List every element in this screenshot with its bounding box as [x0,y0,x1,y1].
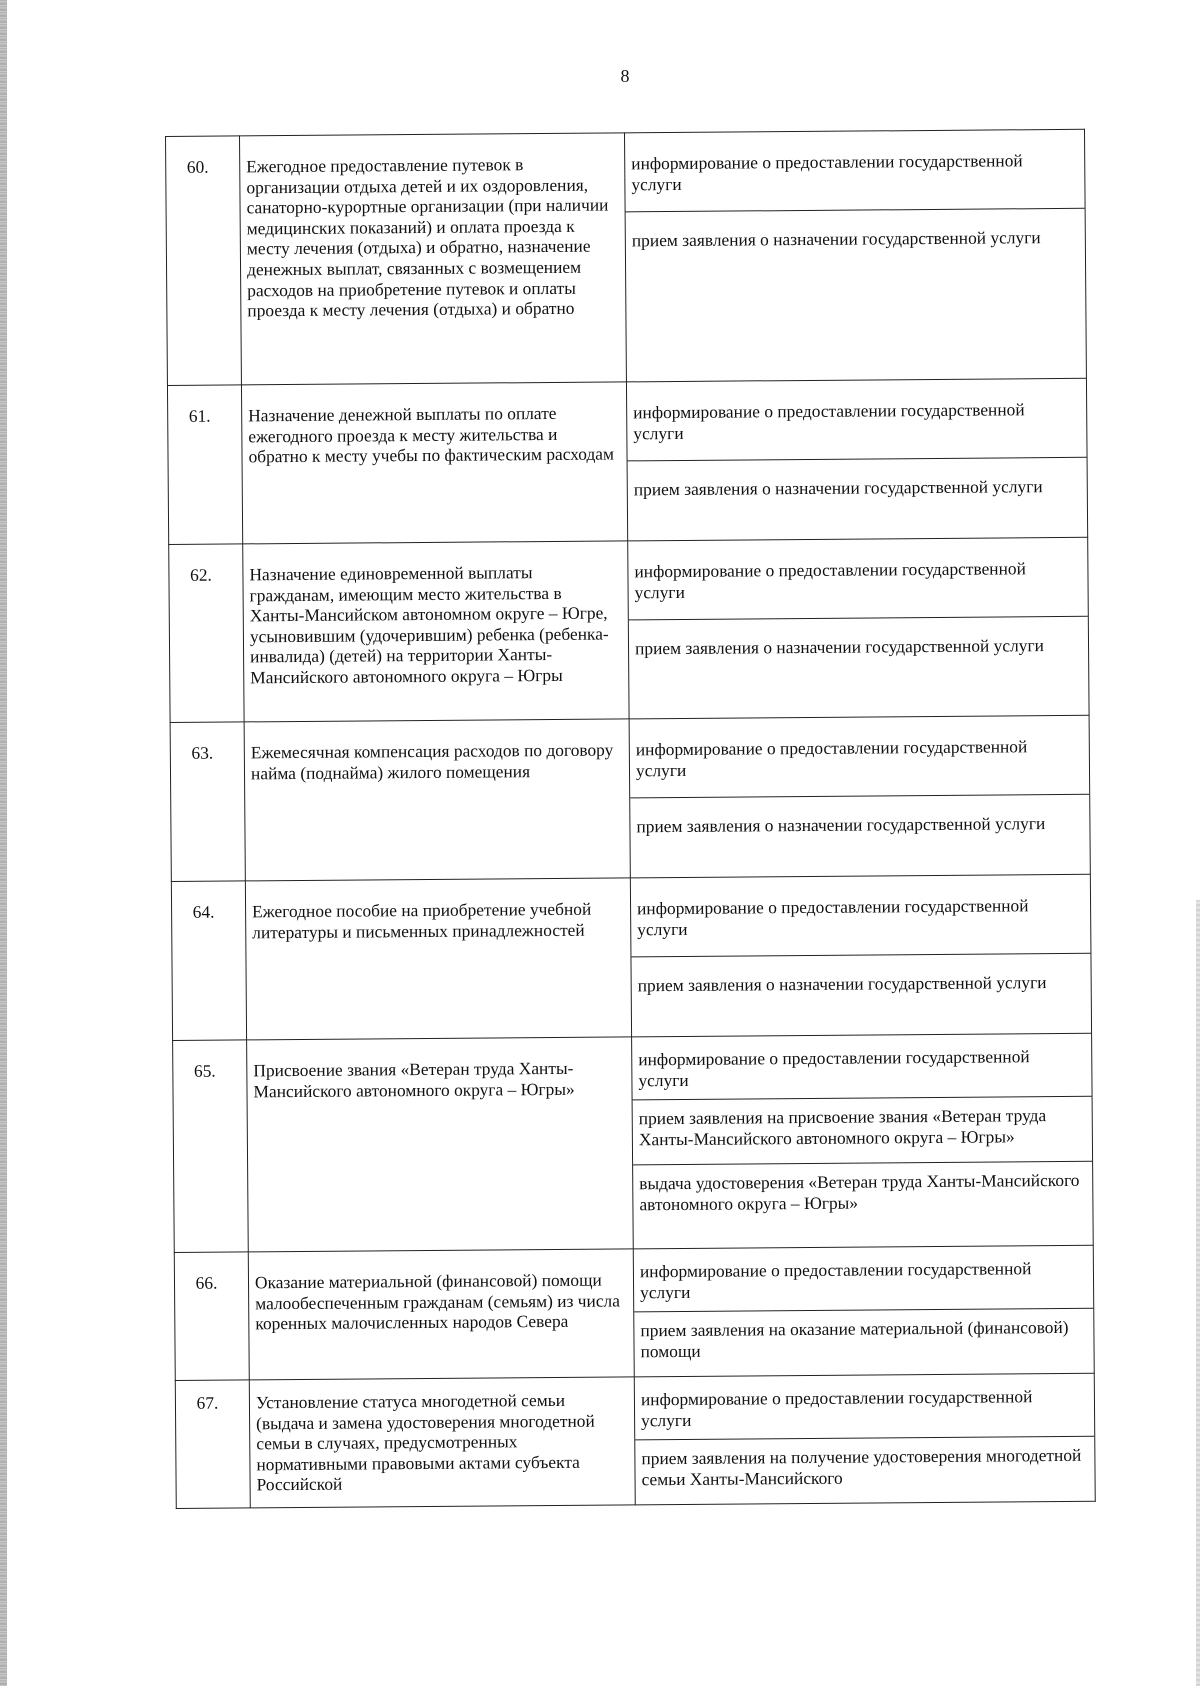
row-number: 64. [171,881,246,1041]
service-name: Установление статуса многодетной семьи (выдача и замена удостоверения многодетной семьи в случаях, предусмотренных нормативными правовыми актами субъекта Российской [249,1377,635,1508]
service-step: прием заявления о назначении государственной услуги [633,476,1043,500]
row-number: 66. [174,1252,249,1381]
row-number: 67. [175,1380,250,1509]
service-steps [633,1245,1094,1377]
service-step: информирование о предоставлении государственной услуги [630,716,1090,799]
service-step: информирование о предоставлении государственной услуги [628,538,1088,621]
service-step: выдача удостоверения «Ветеран труда Ханты-Мансийского автономного округа – Югры» [639,1169,1080,1214]
row-number: 63. [170,722,245,882]
service-step: прием заявления на получение удостоверения многодетной семьи Ханты-Мансийского [641,1444,1082,1489]
scan-edge-right [1196,900,1200,1686]
service-step: прием заявления о назначении государственной услуги [634,635,1044,659]
service-name: Назначение денежной выплаты по оплате ежегодного проезда к месту жительства и обратно к месту учебы по фактическим расходам [241,382,627,544]
service-step: прием заявления о назначении государственной услуги [637,972,1047,996]
service-steps [632,1033,1094,1249]
service-steps [624,129,1086,382]
service-step: информирование о предоставлении государственной услуги [627,379,1087,462]
table-row [175,1373,1095,1508]
table-row [170,715,1090,881]
table-row [173,1033,1094,1252]
service-name: Ежегодное пособие на приобретение учебной литературы и письменных принадлежностей [245,878,631,1040]
service-step: информирование о предоставлении государственной услуги [625,130,1085,213]
service-name: Ежемесячная компенсация расходов по договору найма (поднайма) жилого помещения [244,719,630,881]
service-step: прием заявления на присвоение звания «Ветеран труда Ханты-Мансийского автономного округа – Югры» [633,1097,1092,1166]
service-step: прием заявления на оказание материальной (финансовой) помощи [640,1316,1069,1361]
service-step: информирование о предоставлении государственной услуги [635,1374,1094,1441]
table-row [166,129,1087,385]
service-name: Назначение единовременной выплаты гражданам, имеющим место жительства в Ханты-Мансийском автономном округе – Югре, усыновившим (удочерившим) ребенка (ребенка-инвалида) (детей) на территории Ханты-Мансийского автономного округа – Югры [243,541,629,722]
row-number: 61. [167,385,242,545]
service-name: Ежегодное предоставление путевок в организации отдыха детей и их оздоровления, санаторно-курортные организации (при наличии медицинских показаний) и оплата проезда к месту лечения (отдыха) и обратно, назначение денежных выплат, связанных с возмещением расходов на приобретение путевок и оплаты проезда к месту лечения (отдыха) и обратно [240,133,627,385]
service-steps [628,537,1089,719]
service-step: прием заявления о назначении государственной услуги [636,813,1046,837]
table-row [171,874,1091,1040]
row-number: 65. [173,1040,249,1253]
table-row [167,378,1087,544]
table-row [174,1245,1094,1380]
service-steps [634,1373,1095,1505]
row-number: 62. [169,544,244,723]
service-name: Оказание материальной (финансовой) помощи малообеспеченным гражданам (семьям) из числа коренных малочисленных народов Севера [248,1249,634,1380]
services-table [165,129,1096,1509]
service-steps [630,874,1091,1037]
service-step: информирование о предоставлении государственной услуги [632,1034,1091,1101]
table-row [169,537,1089,722]
scan-edge-left [0,0,7,1686]
service-steps [629,715,1090,878]
service-step: информирование о предоставлении государственной услуги [634,1246,1093,1313]
row-number: 60. [166,136,242,386]
page-number: 8 [620,66,630,86]
service-step: информирование о предоставлении государственной услуги [631,875,1091,958]
service-step: прием заявления о назначении государственной услуги [631,227,1041,251]
service-name: Присвоение звания «Ветеран труда Ханты-Мансийского автономного округа – Югры» [247,1037,634,1252]
service-steps [626,378,1087,541]
